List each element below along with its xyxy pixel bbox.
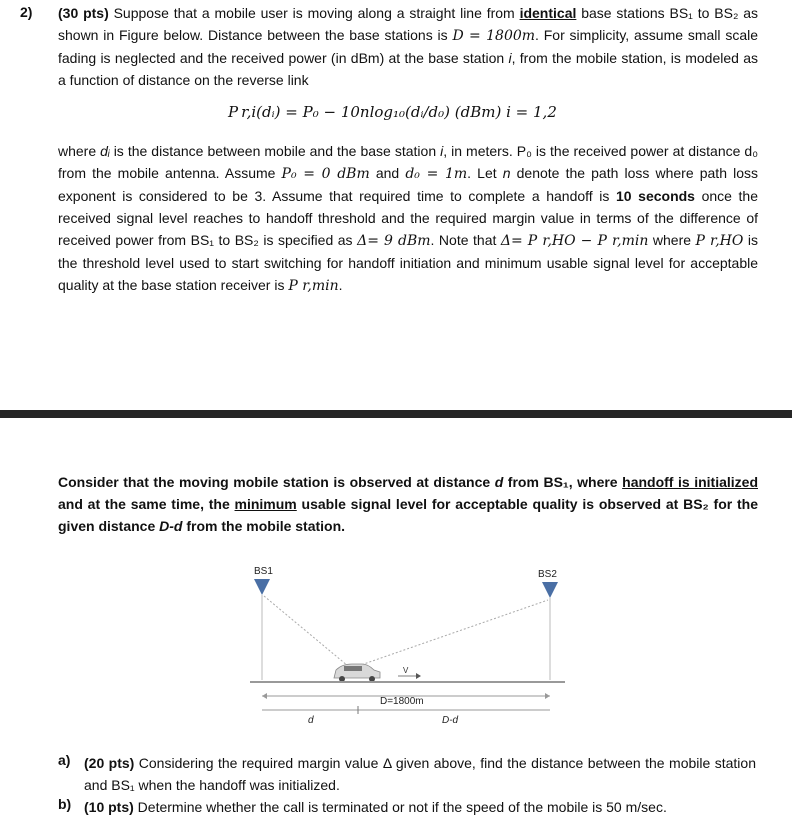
problem-intro xyxy=(58,2,758,91)
velocity-arrowhead-icon xyxy=(416,673,421,679)
expl-delta: Δ= 9 dBm xyxy=(357,233,431,249)
intro-text-a: Suppose that a mobile user is moving along a straight line from xyxy=(108,5,520,21)
consider-paragraph xyxy=(58,471,758,537)
consider-a: Consider that the moving mobile station is observed at distance xyxy=(58,474,495,490)
bs1-antenna-icon xyxy=(254,579,270,595)
question-b-label: b) xyxy=(58,796,72,812)
expl-seconds: 10 seconds xyxy=(615,188,695,204)
intro-i: i xyxy=(508,50,512,66)
consider-dd: D-d xyxy=(159,518,183,534)
expl-p0: P₀ = 0 dBm xyxy=(281,166,370,182)
intro-text-b: base stations BS₁ to BS₂ as shown in Figure below. Distance between the base stations is xyxy=(58,5,759,43)
problem-number: 2) xyxy=(20,4,33,20)
consider-e: usable signal level for acceptable quality is observed at BS₂ for the given distance xyxy=(58,496,758,534)
question-a-text: Considering the required margin value Δ given above, find the distance between the mobile station and BS₁ when the handoff was initialized. xyxy=(84,755,756,793)
consider-c: and at the same time, the xyxy=(58,496,235,512)
expl-t6: denote the path loss where path loss exponent is considered to be 3. Assume that required time to complete a handoff is xyxy=(58,165,758,204)
question-a xyxy=(84,752,756,796)
bs2-antenna-icon xyxy=(542,582,558,598)
expl-t3: , in meters. P₀ is the received power at distance d₀ from the mobile antenna. Assume xyxy=(58,143,759,181)
bs1-label: BS1 xyxy=(254,566,273,577)
distance-D-right-arrow-icon xyxy=(545,693,550,699)
expl-t8: . Note that xyxy=(430,232,501,248)
distance-d-label: d xyxy=(308,715,314,726)
expl-di: dᵢ xyxy=(100,143,110,159)
expl-pho: P r,HO xyxy=(695,233,744,249)
expl-d0: d₀ = 1m xyxy=(405,166,468,182)
intro-text-d: , from the mobile station, is modeled as a function of distance on the reverse link xyxy=(58,50,759,88)
expl-t9: where xyxy=(648,232,696,248)
question-b-points: (10 pts) xyxy=(84,799,134,815)
expl-i: i xyxy=(440,143,444,159)
expl-t1: where xyxy=(58,143,101,159)
intro-identical: identical xyxy=(519,5,577,21)
intro-text-c: . For simplicity, assume small scale fading is neglected and the received power (in dBm) at the base station xyxy=(58,27,758,66)
car-icon xyxy=(334,664,380,682)
expl-pmin: P r,min xyxy=(288,278,339,294)
question-a-points: (20 pts) xyxy=(84,755,135,771)
velocity-label: V xyxy=(403,666,409,675)
question-b-text: Determine whether the call is terminated or not if the speed of the mobile is 50 m/sec. xyxy=(133,799,667,815)
expl-t7: once the received signal level reaches to handoff threshold and the required margin value in terms of the difference of received power from BS₁ to BS₂ is specified as xyxy=(58,188,758,248)
distance-Dd-label: D-d xyxy=(442,715,459,726)
expl-t10: is the threshold level used to start switching for handoff initiation and minimum usable signal level for acceptable quality at the base station receiver is xyxy=(58,232,758,293)
intro-distance-D: D = 1800m xyxy=(452,28,536,44)
expl-t4: and xyxy=(369,165,406,181)
explanation-paragraph xyxy=(58,140,758,297)
consider-f: from the mobile station. xyxy=(182,518,346,534)
consider-handoff: handoff is initialized xyxy=(622,474,758,490)
bs2-label: BS2 xyxy=(538,569,557,580)
expl-delta-def: Δ= P r,HO − P r,min xyxy=(500,233,649,249)
expl-t11: . xyxy=(338,277,343,293)
expl-t5: . Let xyxy=(467,165,503,181)
consider-minimum: minimum xyxy=(234,496,297,512)
consider-b: from BS₁, where xyxy=(503,474,623,490)
consider-d: d xyxy=(494,474,504,490)
problem-points: (30 pts) xyxy=(58,5,109,21)
handoff-diagram xyxy=(240,560,580,730)
section-divider xyxy=(0,410,792,418)
question-a-label: a) xyxy=(58,752,71,768)
expl-n: n xyxy=(502,165,511,181)
distance-D-left-arrow-icon xyxy=(262,693,267,699)
bs2-link-line xyxy=(358,600,548,666)
bs1-link-line xyxy=(264,596,348,666)
question-b xyxy=(84,796,756,818)
expl-t2: is the distance between mobile and the base station xyxy=(109,143,441,159)
path-loss-formula: P r,i(dᵢ) = P₀ − 10nlog₁₀(dᵢ/d₀) (dBm) i = 1,2 xyxy=(228,103,557,121)
distance-D-label: D=1800m xyxy=(380,696,424,707)
